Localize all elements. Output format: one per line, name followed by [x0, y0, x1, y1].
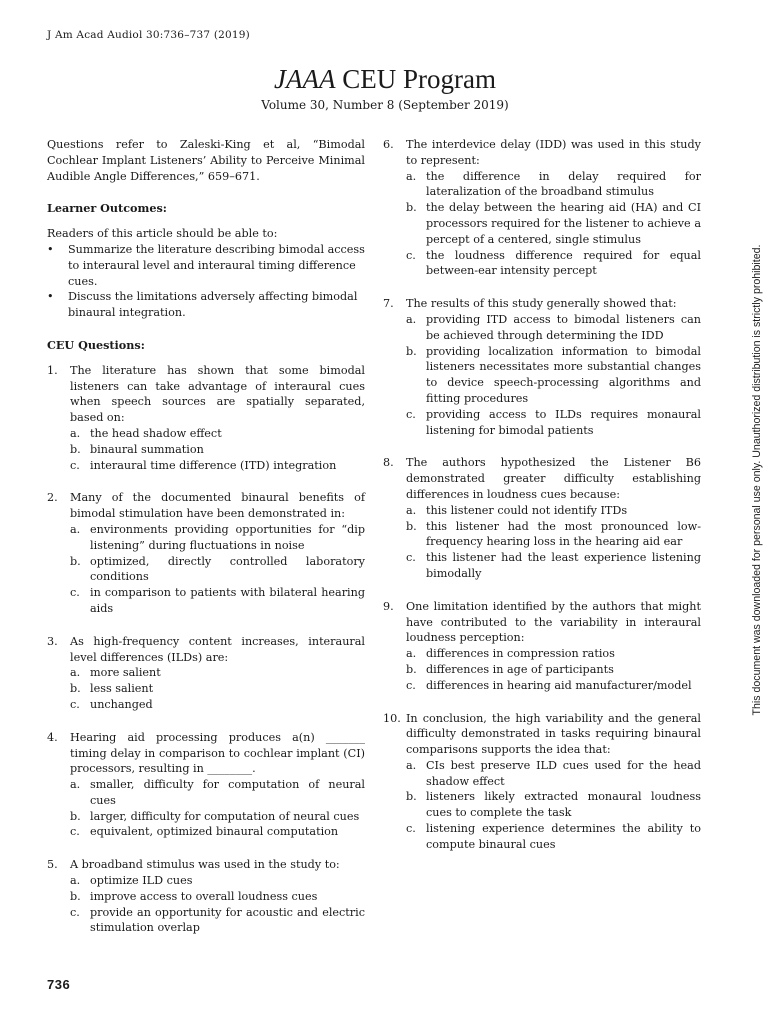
question-8 [383, 455, 701, 581]
intro-text: Questions refer to Zaleski-King et al, “Bimodal Cochlear Implant Listeners’ Ability to Perceive Minimal Audible Angle Differences,” 659–671. [47, 138, 365, 183]
option: a. smaller, difficulty for computation of neural cues [70, 778, 365, 807]
option: c. differences in hearing aid manufacturer/model [406, 678, 692, 692]
question-number: 8. [383, 456, 394, 470]
option: b. optimized, directly controlled laboratory conditions [70, 554, 365, 584]
question-text: The literature has shown that some bimodal listeners can take advantage of interaural cues when speech sources are spatially separated, based on: [70, 363, 365, 425]
question-3 [47, 634, 365, 713]
option: a. CIs best preserve ILD cues used for the head shadow effect [406, 758, 701, 788]
option: a. providing ITD access to bimodal listeners can be achieved through determining the IDD [406, 312, 701, 342]
option: b. this listener had the most pronounced low-frequency hearing loss in the hearing aid ear [406, 519, 701, 549]
question-text: The results of this study generally showed that: [406, 297, 677, 311]
question-number: 6. [383, 138, 394, 151]
question-5 [47, 857, 365, 936]
option: b. listeners likely extracted monaural loudness cues to complete the task [406, 790, 701, 820]
option: a. environments providing opportunities for “dip listening” during fluctuations in noise [70, 522, 365, 552]
question-6 [383, 137, 701, 279]
option: a. optimize ILD cues [70, 874, 193, 888]
question-text: The interdevice delay (IDD) was used in this study to represent: [406, 138, 701, 167]
left-column [47, 137, 365, 936]
option: c. this listener had the least experience listening bimodally [406, 551, 701, 580]
question-number: 3. [47, 634, 58, 648]
learner-outcomes-heading: Learner Outcomes: [47, 201, 167, 216]
option: c. equivalent, optimized binaural computation [70, 825, 339, 839]
question-text: A broadband stimulus was used in the study to: [70, 858, 340, 872]
question-number: 9. [383, 599, 394, 613]
learner-outcomes-list [47, 242, 365, 321]
option: b. differences in age of participants [406, 662, 614, 676]
learner-outcomes-lead: Readers of this article should be able to: [47, 227, 278, 241]
options [406, 169, 701, 280]
option: a. this listener could not identify ITDs [406, 503, 628, 517]
ceu-questions-heading: CEU Questions: [47, 337, 145, 352]
download-notice-text: This document was downloaded for personal use only. Unauthorized distribution is strictly prohibited. [751, 244, 763, 716]
options [406, 312, 701, 438]
question-number: 5. [47, 858, 58, 872]
options [70, 665, 365, 712]
question-text: One limitation identified by the authors that might have contributed to the variability in interaural loudness perception: [406, 599, 701, 645]
page-number: 736 [47, 977, 71, 992]
option: b. the delay between the hearing aid (HA) and CI processors required for the listener to achieve a percept of a centered, single stimulus [406, 201, 701, 246]
option: a. the head shadow effect [70, 426, 222, 440]
option: c. listening experience determines the ability to compute binaural cues [406, 822, 701, 851]
question-9 [383, 599, 701, 694]
options [70, 873, 365, 936]
question-4 [47, 730, 365, 841]
issue-subtitle: Volume 30, Number 8 (September 2019) [261, 98, 509, 112]
options [70, 426, 365, 473]
question-7 [383, 296, 701, 438]
question-number: 2. [47, 491, 58, 505]
option: c. interaural time difference (ITD) integration [70, 458, 337, 472]
option: a. the difference in delay required for lateralization of the broadband stimulus [406, 169, 701, 199]
option: b. larger, difficulty for computation of neural cues [70, 809, 360, 823]
question-text: The authors hypothesized the Listener B6 demonstrated greater difficulty establishing differences in loudness cues because: [406, 456, 701, 501]
right-column [383, 137, 701, 853]
options [406, 646, 701, 693]
options [406, 758, 701, 853]
option: c. the loudness difference required for equal between-ear intensity percept [406, 248, 701, 278]
options [406, 503, 701, 582]
option: c. provide an opportunity for acoustic and electric stimulation overlap [70, 905, 365, 935]
list-item: • Discuss the limitations adversely affecting bimodal binaural integration. [47, 289, 365, 321]
options [70, 777, 365, 840]
question-10 [383, 711, 701, 853]
list-item: • Summarize the literature describing bimodal access to interaural level and interaural timing difference cues. [47, 242, 365, 289]
option: b. less salient [70, 682, 154, 696]
question-text: As high-frequency content increases, interaural level differences (ILDs) are: [70, 634, 365, 664]
question-1 [47, 363, 365, 474]
option: b. providing localization information to bimodal listeners necessitates more substantial changes to device speech-processing algorithms and fitting procedures [406, 344, 701, 405]
question-number: 10. [383, 711, 401, 725]
question-text: Hearing aid processing produces a(n) _______ timing delay in comparison to cochlear implant (CI) processors, resulting in ________. [70, 730, 365, 776]
journal-abbrev: JAAA [274, 64, 336, 94]
options [70, 522, 365, 617]
option: c. providing access to ILDs requires monaural listening for bimodal patients [406, 407, 701, 437]
question-number: 1. [47, 363, 58, 377]
question-text: Many of the documented binaural benefits of bimodal stimulation have been demonstrated in: [70, 491, 365, 521]
question-text: In conclusion, the high variability and the general difficulty demonstrated in tasks requiring binaural comparisons supports the idea that: [406, 711, 701, 757]
question-number: 7. [383, 297, 394, 311]
question-2 [47, 490, 365, 616]
page-title [0, 64, 770, 95]
option: c. in comparison to patients with bilateral hearing aids [70, 586, 365, 615]
option: a. more salient [70, 666, 161, 680]
option: b. binaural summation [70, 442, 204, 456]
journal-citation: J Am Acad Audiol 30:736–737 (2019) [47, 29, 250, 41]
option: c. unchanged [70, 697, 153, 711]
option: a. differences in compression ratios [406, 647, 615, 661]
option: b. improve access to overall loudness cues [70, 889, 318, 903]
question-number: 4. [47, 730, 58, 744]
title-rest: CEU Program [335, 64, 496, 94]
